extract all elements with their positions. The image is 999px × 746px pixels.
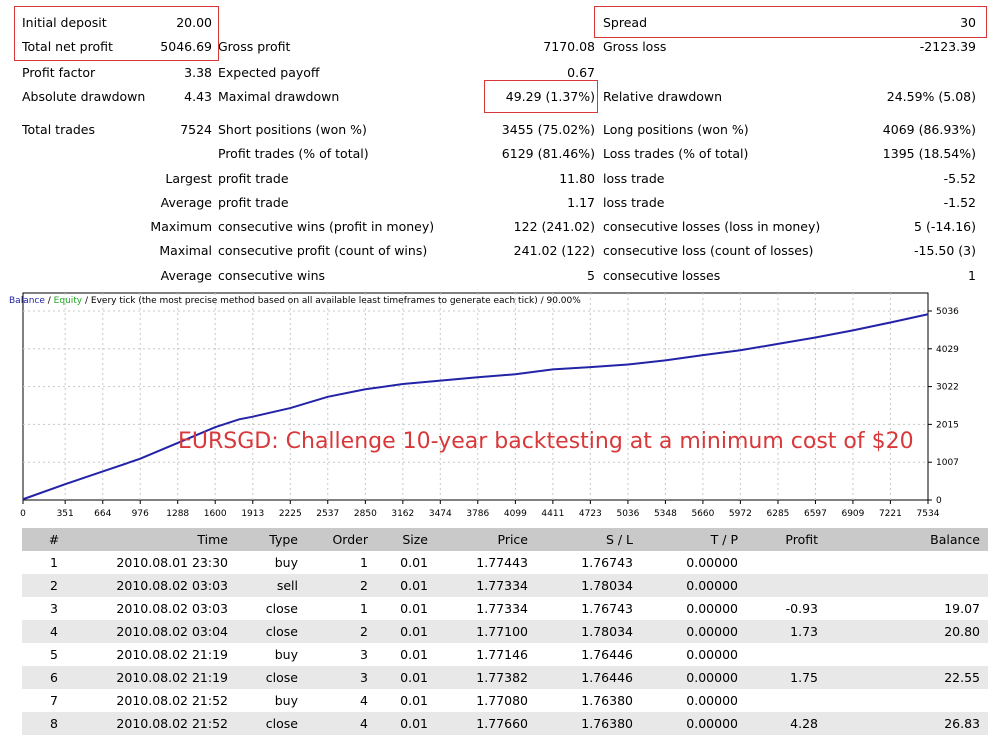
long-positions-label: Long positions (won %) bbox=[603, 122, 749, 137]
col-type-cell: sell bbox=[236, 574, 306, 597]
chart-legend bbox=[9, 295, 581, 307]
x-tick-label: 3474 bbox=[428, 509, 452, 519]
maximal-consec-profit-value: 241.02 (122) bbox=[513, 243, 595, 258]
col-price-cell: 1.77382 bbox=[436, 666, 536, 689]
col-number-cell: 2 bbox=[22, 574, 86, 597]
average-profit-value: 1.17 bbox=[567, 195, 595, 210]
col-number-cell: 5 bbox=[50, 647, 58, 662]
col-type-cell: close bbox=[236, 666, 306, 689]
table-row[interactable] bbox=[22, 689, 988, 712]
col-size-cell: 0.01 bbox=[400, 647, 428, 662]
col-order-cell: 1 bbox=[360, 555, 368, 570]
largest-profit-label: profit trade bbox=[218, 171, 289, 186]
largest-loss-value: -5.52 bbox=[943, 171, 976, 186]
col-profit-cell bbox=[746, 689, 826, 712]
col-order-cell: 2 bbox=[306, 620, 376, 643]
col-size-cell: 0.01 bbox=[376, 620, 436, 643]
loss-trades-value: 1395 (18.54%) bbox=[882, 146, 976, 161]
total-net-profit-value: 5046.69 bbox=[160, 39, 212, 54]
total-trades-value: 7524 bbox=[180, 122, 212, 137]
col-sl-cell: 1.76446 bbox=[536, 666, 641, 689]
table-row[interactable] bbox=[22, 643, 988, 666]
expected-payoff-value: 0.67 bbox=[567, 65, 595, 80]
col-sl-cell: 1.76743 bbox=[581, 555, 633, 570]
col-size-cell: 0.01 bbox=[376, 574, 436, 597]
legend-sep: / bbox=[44, 296, 54, 306]
x-tick-label: 7534 bbox=[916, 509, 940, 519]
col-price-cell: 1.77100 bbox=[436, 620, 536, 643]
average-loss-label: loss trade bbox=[603, 195, 665, 210]
col-time-cell: 2010.08.02 03:04 bbox=[86, 620, 236, 643]
table-row[interactable] bbox=[22, 574, 988, 597]
y-tick-label: 1007 bbox=[936, 458, 959, 469]
col-price-cell: 1.77080 bbox=[476, 693, 528, 708]
highlight-box-spread bbox=[594, 6, 987, 38]
table-row[interactable] bbox=[22, 597, 988, 620]
profit-factor-label: Profit factor bbox=[22, 65, 96, 80]
col-sl-cell: 1.76446 bbox=[581, 647, 633, 662]
col-balance-cell: 22.55 bbox=[826, 666, 988, 689]
average-consec-label: Average bbox=[160, 268, 212, 283]
max-consec-wins-label: consecutive wins (profit in money) bbox=[218, 219, 435, 234]
col-profit-cell: 1.73 bbox=[746, 620, 826, 643]
max-consec-losses-value: 5 (-14.16) bbox=[914, 219, 976, 234]
col-tp-header[interactable]: T / P bbox=[641, 528, 746, 551]
col-number-cell: 3 bbox=[50, 601, 58, 616]
relative-drawdown-label: Relative drawdown bbox=[603, 89, 723, 104]
highlight-box-drawdown bbox=[484, 80, 598, 113]
col-order-cell: 2 bbox=[306, 574, 376, 597]
balance-chart-svg bbox=[22, 292, 988, 520]
col-type-cell: close bbox=[265, 601, 298, 616]
col-price-cell: 1.77334 bbox=[476, 601, 528, 616]
gross-profit-label: Gross profit bbox=[218, 39, 291, 54]
average-consec-wins-value: 5 bbox=[587, 268, 595, 283]
col-type-cell: close bbox=[236, 712, 306, 735]
gross-loss-label: Gross loss bbox=[603, 39, 667, 54]
y-tick-label: 4029 bbox=[936, 344, 959, 355]
x-tick-label: 1600 bbox=[203, 509, 227, 519]
average-consec-losses-value: 1 bbox=[968, 268, 976, 283]
maximal-drawdown-label: Maximal drawdown bbox=[218, 89, 340, 104]
average-consec-losses-label: consecutive losses bbox=[603, 268, 721, 283]
col-profit-cell: -0.93 bbox=[785, 601, 818, 616]
trades-table bbox=[22, 528, 988, 735]
col-sl-cell: 1.76380 bbox=[581, 693, 633, 708]
table-row[interactable] bbox=[22, 620, 988, 643]
overlay-title: EURSGD: Challenge 10-year backtesting at a minimum cost of $20 bbox=[178, 429, 914, 454]
col-number-cell: 7 bbox=[50, 693, 58, 708]
col-time-header[interactable]: Time bbox=[86, 528, 236, 551]
x-tick-label: 2225 bbox=[278, 509, 302, 519]
y-tick-label: 3022 bbox=[936, 382, 959, 393]
col-order-cell: 1 bbox=[360, 601, 368, 616]
loss-trades-label: Loss trades (% of total) bbox=[603, 146, 749, 161]
x-tick-label: 4099 bbox=[503, 509, 527, 519]
x-tick-label: 351 bbox=[56, 509, 74, 519]
maximal-label: Maximal bbox=[159, 243, 212, 258]
largest-profit-value: 11.80 bbox=[559, 171, 595, 186]
x-tick-label: 1288 bbox=[166, 509, 190, 519]
y-tick-label: 2015 bbox=[936, 420, 959, 431]
legend-description: / Every tick (the most precise method based on all available least timeframes to generate each tick) / 90.00% bbox=[82, 296, 581, 306]
x-tick-label: 976 bbox=[131, 509, 149, 519]
col-tp-cell: 0.00000 bbox=[641, 666, 746, 689]
long-positions-value: 4069 (86.93%) bbox=[882, 122, 976, 137]
col-order-cell: 3 bbox=[360, 647, 368, 662]
col-time-cell: 2010.08.02 21:19 bbox=[86, 666, 236, 689]
profit-trades-value: 6129 (81.46%) bbox=[501, 146, 595, 161]
col-type-header[interactable]: Type bbox=[236, 528, 306, 551]
col-balance-cell bbox=[826, 689, 988, 712]
col-tp-cell: 0.00000 bbox=[641, 620, 746, 643]
col-number-cell: 6 bbox=[22, 666, 86, 689]
max-consec-losses-label: consecutive losses (loss in money) bbox=[603, 219, 821, 234]
spread-label: Spread bbox=[603, 15, 648, 30]
total-net-profit-label: Total net profit bbox=[22, 39, 113, 54]
x-tick-label: 5660 bbox=[691, 509, 715, 519]
col-profit-cell: 4.28 bbox=[746, 712, 826, 735]
gross-profit-value: 7170.08 bbox=[543, 39, 595, 54]
x-tick-label: 2850 bbox=[353, 509, 377, 519]
col-sl-header[interactable]: S / L bbox=[536, 528, 641, 551]
col-size-cell: 0.01 bbox=[376, 666, 436, 689]
y-tick-label: 5036 bbox=[936, 307, 959, 317]
col-time-cell: 2010.08.02 21:52 bbox=[116, 693, 228, 708]
x-tick-label: 664 bbox=[94, 509, 112, 519]
maximum-label: Maximum bbox=[150, 219, 212, 234]
col-time-cell: 2010.08.01 23:30 bbox=[116, 555, 228, 570]
col-type-cell: buy bbox=[274, 693, 298, 708]
profit-factor-value: 3.38 bbox=[184, 65, 212, 80]
col-type-cell: close bbox=[236, 620, 306, 643]
highlight-box-deposit bbox=[14, 6, 219, 61]
x-tick-label: 6597 bbox=[803, 509, 827, 519]
col-price-cell: 1.77334 bbox=[436, 574, 536, 597]
col-profit-cell: 1.75 bbox=[746, 666, 826, 689]
col-price-cell: 1.77660 bbox=[436, 712, 536, 735]
col-number-cell: 1 bbox=[50, 555, 58, 570]
short-positions-value: 3455 (75.02%) bbox=[501, 122, 595, 137]
x-tick-label: 2537 bbox=[316, 509, 340, 519]
maximal-consec-loss-value: -15.50 (3) bbox=[914, 243, 976, 258]
x-tick-label: 3162 bbox=[391, 509, 415, 519]
largest-loss-label: loss trade bbox=[603, 171, 665, 186]
total-trades-label: Total trades bbox=[22, 122, 96, 137]
table-row[interactable] bbox=[22, 551, 988, 574]
col-tp-cell: 0.00000 bbox=[641, 574, 746, 597]
expected-payoff-label: Expected payoff bbox=[218, 65, 320, 80]
col-order-cell: 4 bbox=[360, 693, 368, 708]
col-tp-cell: 0.00000 bbox=[686, 647, 738, 662]
col-profit-header[interactable]: Profit bbox=[746, 528, 826, 551]
x-tick-label: 5036 bbox=[616, 509, 640, 519]
legend-balance: Balance bbox=[9, 296, 45, 306]
initial-deposit-label: Initial deposit bbox=[22, 15, 107, 30]
x-tick-label: 0 bbox=[20, 509, 26, 519]
average-profit-label: profit trade bbox=[218, 195, 289, 210]
col-order-cell: 4 bbox=[306, 712, 376, 735]
spread-value: 30 bbox=[960, 15, 976, 30]
col-balance-cell bbox=[826, 574, 988, 597]
col-size-cell: 0.01 bbox=[400, 601, 428, 616]
col-sl-cell: 1.78034 bbox=[536, 574, 641, 597]
col-balance-cell: 26.83 bbox=[826, 712, 988, 735]
col-number-cell: 8 bbox=[22, 712, 86, 735]
y-tick-label: 0 bbox=[936, 496, 942, 506]
col-sl-cell: 1.76380 bbox=[536, 712, 641, 735]
col-balance-cell: 19.07 bbox=[944, 601, 980, 616]
absolute-drawdown-value: 4.43 bbox=[184, 89, 212, 104]
col-time-cell: 2010.08.02 03:03 bbox=[116, 601, 228, 616]
col-balance-cell: 20.80 bbox=[826, 620, 988, 643]
x-tick-label: 1913 bbox=[241, 509, 265, 519]
col-tp-cell: 0.00000 bbox=[686, 555, 738, 570]
x-tick-label: 7221 bbox=[878, 509, 902, 519]
col-size-cell: 0.01 bbox=[400, 555, 428, 570]
col-price-cell: 1.77443 bbox=[476, 555, 528, 570]
col-order-header[interactable]: Order bbox=[306, 528, 376, 551]
col-balance-cell bbox=[826, 551, 988, 574]
largest-label: Largest bbox=[165, 171, 212, 186]
x-tick-label: 5348 bbox=[653, 509, 677, 519]
col-balance-cell bbox=[826, 643, 988, 666]
x-tick-label: 3786 bbox=[466, 509, 490, 519]
col-price-cell: 1.77146 bbox=[476, 647, 528, 662]
col-sl-cell: 1.78034 bbox=[536, 620, 641, 643]
col-profit-cell bbox=[746, 551, 826, 574]
maximal-drawdown-value: 49.29 (1.37%) bbox=[505, 89, 595, 104]
col-time-cell: 2010.08.02 03:03 bbox=[86, 574, 236, 597]
col-tp-cell: 0.00000 bbox=[686, 601, 738, 616]
col-profit-cell bbox=[746, 643, 826, 666]
col-sl-cell: 1.76743 bbox=[581, 601, 633, 616]
x-tick-label: 4723 bbox=[578, 509, 602, 519]
short-positions-label: Short positions (won %) bbox=[218, 122, 367, 137]
col-number-cell: 4 bbox=[22, 620, 86, 643]
initial-deposit-value: 20.00 bbox=[176, 15, 212, 30]
legend-equity: Equity bbox=[53, 296, 83, 306]
col-type-cell: buy bbox=[274, 647, 298, 662]
x-tick-label: 6285 bbox=[766, 509, 790, 519]
max-consec-wins-value: 122 (241.02) bbox=[513, 219, 595, 234]
col-size-cell: 0.01 bbox=[400, 693, 428, 708]
plot-area bbox=[23, 293, 928, 500]
maximal-consec-profit-label: consecutive profit (count of wins) bbox=[218, 243, 428, 258]
col-tp-cell: 0.00000 bbox=[641, 712, 746, 735]
balance-chart bbox=[22, 292, 988, 520]
col-time-cell: 2010.08.02 21:19 bbox=[116, 647, 228, 662]
absolute-drawdown-label: Absolute drawdown bbox=[22, 89, 146, 104]
x-tick-label: 4411 bbox=[541, 509, 565, 519]
col-size-cell: 0.01 bbox=[376, 712, 436, 735]
col-size-header[interactable]: Size bbox=[376, 528, 436, 551]
col-tp-cell: 0.00000 bbox=[686, 693, 738, 708]
col-type-cell: buy bbox=[274, 555, 298, 570]
relative-drawdown-value: 24.59% (5.08) bbox=[886, 89, 976, 104]
average-consec-wins-label: consecutive wins bbox=[218, 268, 326, 283]
average-loss-value: -1.52 bbox=[943, 195, 976, 210]
col-price-header[interactable]: Price bbox=[436, 528, 536, 551]
col-balance-header[interactable]: Balance bbox=[826, 528, 988, 551]
maximal-consec-loss-label: consecutive loss (count of losses) bbox=[603, 243, 814, 258]
table-row[interactable] bbox=[22, 666, 988, 689]
profit-trades-label: Profit trades (% of total) bbox=[218, 146, 369, 161]
table-row[interactable] bbox=[22, 712, 988, 735]
x-tick-label: 6909 bbox=[841, 509, 865, 519]
gross-loss-value: -2123.39 bbox=[919, 39, 976, 54]
table-header-row bbox=[22, 528, 988, 551]
col-number-header[interactable]: # bbox=[22, 528, 86, 551]
col-time-cell: 2010.08.02 21:52 bbox=[86, 712, 236, 735]
average-label: Average bbox=[160, 195, 212, 210]
col-order-cell: 3 bbox=[306, 666, 376, 689]
col-profit-cell bbox=[746, 574, 826, 597]
x-tick-label: 5972 bbox=[728, 509, 752, 519]
